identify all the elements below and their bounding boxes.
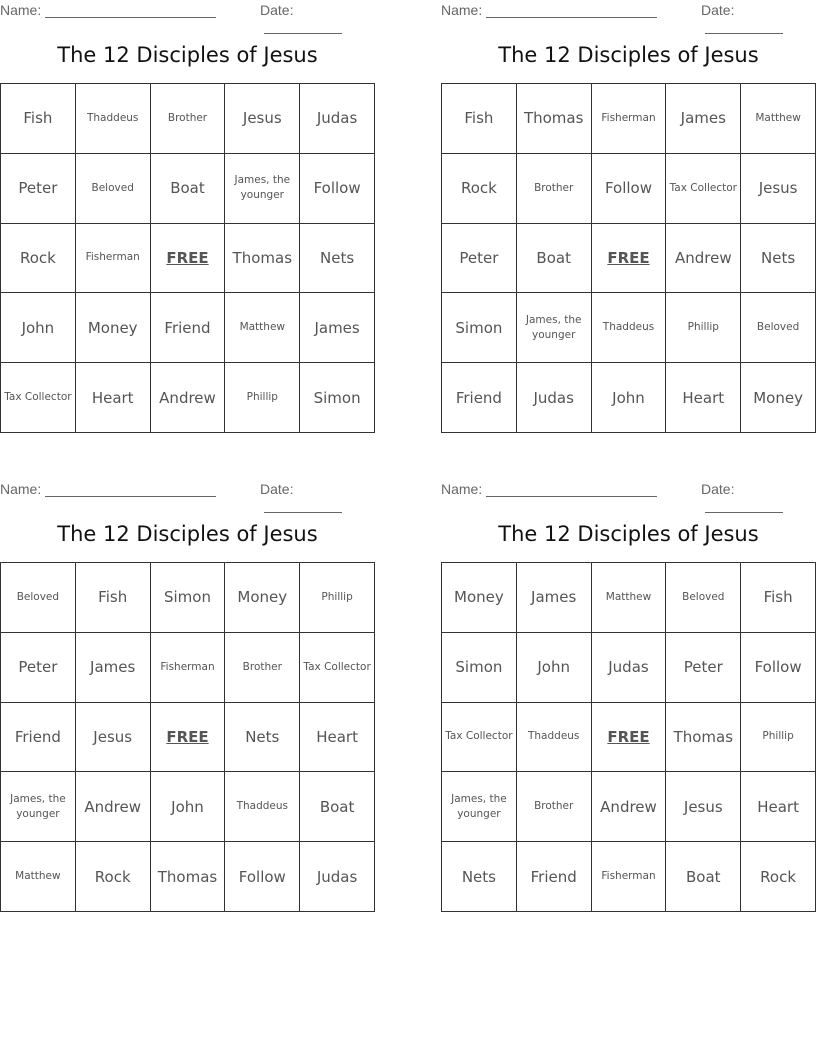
bingo-cell: Follow bbox=[592, 154, 667, 224]
bingo-cell: Simon bbox=[442, 293, 517, 363]
name-field bbox=[0, 481, 216, 497]
bingo-cell: Tax Collector bbox=[1, 363, 76, 433]
name-field bbox=[0, 2, 216, 18]
name-date-row bbox=[441, 479, 816, 501]
bingo-cell: James, the younger bbox=[1, 772, 76, 842]
bingo-cell: Simon bbox=[300, 363, 375, 433]
bingo-cell: John bbox=[592, 363, 667, 433]
bingo-cell: Fish bbox=[442, 84, 517, 154]
free-space-cell: FREE bbox=[151, 703, 226, 773]
card-title: The 12 Disciples of Jesus bbox=[57, 522, 318, 546]
bingo-cell: Peter bbox=[442, 224, 517, 294]
card-title: The 12 Disciples of Jesus bbox=[498, 522, 759, 546]
bingo-cell: Fish bbox=[76, 563, 151, 633]
bingo-cell: Heart bbox=[76, 363, 151, 433]
date-label: Date: bbox=[701, 2, 735, 18]
bingo-card-3 bbox=[0, 479, 375, 886]
bingo-cell: Rock bbox=[1, 224, 76, 294]
bingo-cell: Thaddeus bbox=[517, 703, 592, 773]
bingo-cell: Tax Collector bbox=[442, 703, 517, 773]
bingo-cell: Phillip bbox=[300, 563, 375, 633]
bingo-cell: Money bbox=[225, 563, 300, 633]
bingo-cell: Andrew bbox=[76, 772, 151, 842]
bingo-cell: Beloved bbox=[76, 154, 151, 224]
bingo-cell: Friend bbox=[151, 293, 226, 363]
free-space-cell: FREE bbox=[151, 224, 226, 294]
bingo-cell: Jesus bbox=[666, 772, 741, 842]
bingo-cell: Phillip bbox=[741, 703, 816, 773]
bingo-cell: Money bbox=[76, 293, 151, 363]
bingo-cell: Rock bbox=[442, 154, 517, 224]
bingo-cell: Rock bbox=[741, 842, 816, 912]
bingo-cell: Thomas bbox=[517, 84, 592, 154]
bingo-cell: Follow bbox=[741, 633, 816, 703]
bingo-cell: Follow bbox=[225, 842, 300, 912]
bingo-cell: Boat bbox=[151, 154, 226, 224]
bingo-cell: Judas bbox=[300, 842, 375, 912]
bingo-card-4 bbox=[441, 479, 816, 886]
bingo-cell: Nets bbox=[225, 703, 300, 773]
date-label: Date: bbox=[260, 2, 294, 18]
bingo-cell: James bbox=[76, 633, 151, 703]
bingo-grid bbox=[0, 562, 375, 912]
name-line bbox=[45, 482, 216, 497]
name-date-row bbox=[441, 0, 816, 22]
card-title: The 12 Disciples of Jesus bbox=[498, 43, 759, 67]
bingo-cell: Beloved bbox=[666, 563, 741, 633]
bingo-cell: James, the younger bbox=[442, 772, 517, 842]
bingo-cell: James bbox=[666, 84, 741, 154]
bingo-cell: Heart bbox=[300, 703, 375, 773]
bingo-cell: Boat bbox=[666, 842, 741, 912]
date-line bbox=[264, 19, 342, 34]
bingo-cell: Follow bbox=[300, 154, 375, 224]
name-label: Name: bbox=[0, 481, 42, 497]
date-label: Date: bbox=[260, 481, 294, 497]
bingo-cell: Rock bbox=[76, 842, 151, 912]
bingo-cell: Friend bbox=[442, 363, 517, 433]
bingo-cell: Tax Collector bbox=[300, 633, 375, 703]
bingo-cell: Beloved bbox=[741, 293, 816, 363]
bingo-cell: Fish bbox=[1, 84, 76, 154]
bingo-cell: Jesus bbox=[76, 703, 151, 773]
date-line bbox=[705, 19, 783, 34]
bingo-cell: Money bbox=[442, 563, 517, 633]
bingo-cell: Jesus bbox=[225, 84, 300, 154]
date-label: Date: bbox=[701, 481, 735, 497]
bingo-cell: Peter bbox=[666, 633, 741, 703]
bingo-cell: Andrew bbox=[151, 363, 226, 433]
bingo-cell: John bbox=[517, 633, 592, 703]
bingo-cell: Fish bbox=[741, 563, 816, 633]
bingo-cell: Thaddeus bbox=[76, 84, 151, 154]
free-space-cell: FREE bbox=[592, 224, 667, 294]
bingo-cell: James bbox=[300, 293, 375, 363]
name-line bbox=[486, 3, 657, 18]
bingo-cell: Fisherman bbox=[592, 84, 667, 154]
bingo-cell: Judas bbox=[592, 633, 667, 703]
card-title: The 12 Disciples of Jesus bbox=[57, 43, 318, 67]
name-label: Name: bbox=[441, 2, 483, 18]
bingo-cell: Andrew bbox=[666, 224, 741, 294]
bingo-cell: Simon bbox=[151, 563, 226, 633]
bingo-cell: Nets bbox=[741, 224, 816, 294]
name-line bbox=[45, 3, 216, 18]
bingo-cell: Boat bbox=[300, 772, 375, 842]
bingo-cell: Phillip bbox=[666, 293, 741, 363]
bingo-cell: Matthew bbox=[741, 84, 816, 154]
bingo-cell: Boat bbox=[517, 224, 592, 294]
bingo-cell: James bbox=[517, 563, 592, 633]
bingo-cell: Matthew bbox=[592, 563, 667, 633]
bingo-cell: John bbox=[1, 293, 76, 363]
bingo-cell: Peter bbox=[1, 633, 76, 703]
name-date-row bbox=[0, 479, 375, 501]
bingo-cell: Money bbox=[741, 363, 816, 433]
bingo-cell: Heart bbox=[666, 363, 741, 433]
bingo-cell: Thomas bbox=[151, 842, 226, 912]
date-line bbox=[264, 498, 342, 513]
name-line bbox=[486, 482, 657, 497]
bingo-card-2 bbox=[441, 0, 816, 407]
bingo-cell: Judas bbox=[517, 363, 592, 433]
bingo-cell: James, the younger bbox=[225, 154, 300, 224]
bingo-cell: Matthew bbox=[1, 842, 76, 912]
bingo-grid bbox=[441, 562, 816, 912]
name-label: Name: bbox=[441, 481, 483, 497]
bingo-cell: Friend bbox=[517, 842, 592, 912]
name-date-row bbox=[0, 0, 375, 22]
date-field bbox=[260, 2, 375, 34]
bingo-grid bbox=[0, 83, 375, 433]
bingo-cell: Nets bbox=[442, 842, 517, 912]
name-field bbox=[441, 481, 657, 497]
bingo-cell: Friend bbox=[1, 703, 76, 773]
bingo-cell: Brother bbox=[151, 84, 226, 154]
bingo-grid bbox=[441, 83, 816, 433]
bingo-cell: Jesus bbox=[741, 154, 816, 224]
bingo-cell: Thaddeus bbox=[225, 772, 300, 842]
bingo-cell: Brother bbox=[225, 633, 300, 703]
bingo-cell: Heart bbox=[741, 772, 816, 842]
bingo-cell: Phillip bbox=[225, 363, 300, 433]
date-field bbox=[260, 481, 375, 513]
bingo-cell: Thaddeus bbox=[592, 293, 667, 363]
bingo-cell: Brother bbox=[517, 154, 592, 224]
bingo-cell: Andrew bbox=[592, 772, 667, 842]
name-label: Name: bbox=[0, 2, 42, 18]
bingo-cell: Thomas bbox=[225, 224, 300, 294]
bingo-cell: John bbox=[151, 772, 226, 842]
date-field bbox=[701, 481, 816, 513]
bingo-cell: Fisherman bbox=[76, 224, 151, 294]
bingo-card-1 bbox=[0, 0, 375, 407]
bingo-cell: James, the younger bbox=[517, 293, 592, 363]
bingo-cell: Beloved bbox=[1, 563, 76, 633]
bingo-cell: Fisherman bbox=[151, 633, 226, 703]
free-space-cell: FREE bbox=[592, 703, 667, 773]
date-line bbox=[705, 498, 783, 513]
bingo-cell: Matthew bbox=[225, 293, 300, 363]
date-field bbox=[701, 2, 816, 34]
bingo-cell: Fisherman bbox=[592, 842, 667, 912]
bingo-cell: Peter bbox=[1, 154, 76, 224]
bingo-cell: Brother bbox=[517, 772, 592, 842]
bingo-cell: Thomas bbox=[666, 703, 741, 773]
bingo-cell: Tax Collector bbox=[666, 154, 741, 224]
bingo-cell: Nets bbox=[300, 224, 375, 294]
name-field bbox=[441, 2, 657, 18]
bingo-cell: Simon bbox=[442, 633, 517, 703]
bingo-cell: Judas bbox=[300, 84, 375, 154]
